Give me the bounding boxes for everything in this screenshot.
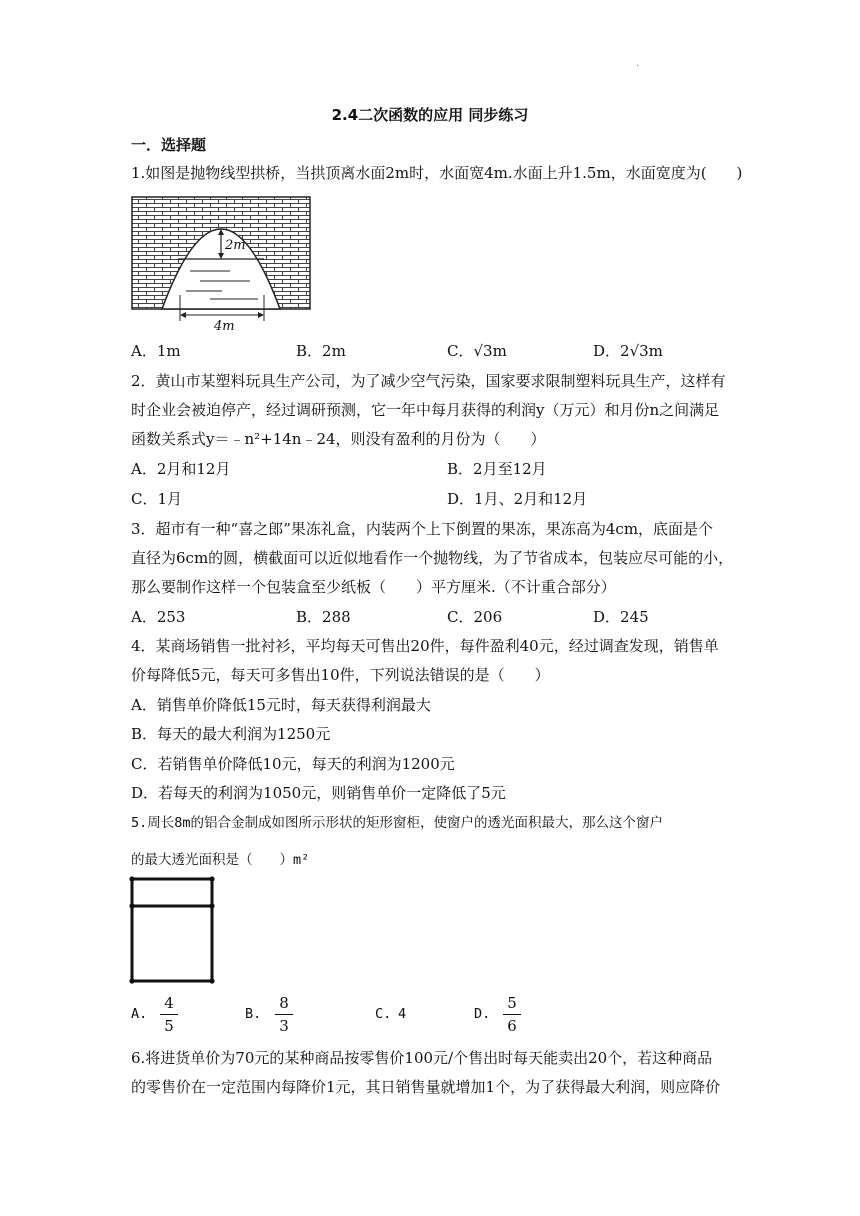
q2-stem-line-2: 时企业会被迫停产，经过调研预测，它一年中每月获得的利润y（万元）和月份n之间满足: [131, 401, 720, 419]
q3-stem-line-1: 3．超市有一种“喜之郎”果冻礼盒，内装两个上下倒置的果冻，果冻高为4cm，底面是个: [131, 520, 714, 538]
q2-option-c[interactable]: C．1月: [131, 490, 183, 508]
q4-option-b[interactable]: B．每天的最大利润为1250元: [131, 725, 331, 743]
q5-option-b-label[interactable]: B.: [245, 1006, 262, 1022]
q5-stem-line-1: 5.周长8m的铝合金制成如图所示形状的矩形窗柜，使窗户的透光面积最大，那么这个窗户: [131, 815, 664, 831]
q2-option-a[interactable]: A．2月和12月: [131, 460, 231, 478]
window-frame-figure: [128, 874, 218, 986]
page-title: 2.4二次函数的应用 同步练习: [331, 106, 529, 124]
q5-option-a-fraction[interactable]: [160, 993, 178, 1036]
q4-stem-line-1: 4．某商场销售一批衬衫，平均每天可售出20件，每件盈利40元，经过调查发现，销售单: [131, 637, 719, 655]
q4-option-c[interactable]: C．若销售单价降低10元，每天的利润为1200元: [131, 755, 455, 773]
q5-option-d-fraction[interactable]: [503, 993, 521, 1036]
q5-option-b-fraction[interactable]: [275, 993, 293, 1036]
q3-stem-line-2: 直径为6cm的圆，横截面可以近似地看作一个抛物线，为了节省成本，包装应尽可能的小，: [131, 549, 734, 567]
q6-stem-line-2: 的零售价在一定范围内每降价1元，其日销售量就增加1个，为了获得最大利润，则应降价: [131, 1078, 721, 1096]
q5-option-c-label[interactable]: C.: [375, 1006, 392, 1022]
q1-stem: 1.如图是抛物线型拱桥，当拱顶离水面2m时，水面宽4m.水面上升1.5m，水面宽度为( ): [131, 164, 743, 182]
fraction-bar: [275, 1014, 293, 1015]
q4-option-a[interactable]: A．销售单价降低15元时，每天获得利润最大: [131, 696, 431, 714]
q2-stem-line-3: 函数关系式y＝﹣n²+14n﹣24，则没有盈利的月份为（ ）: [131, 430, 546, 448]
q6-stem-line-1: 6.将进货单价为70元的某种商品按零售价100元/个售出时每天能卖出20个，若这种商品: [131, 1049, 713, 1067]
section-heading: 一．选择题: [131, 136, 207, 154]
fraction-bar: [503, 1014, 521, 1015]
q3-stem-line-3: 那么要制作这样一个包装盒至少纸板（ ）平方厘米.（不计重合部分）: [131, 578, 616, 596]
q5-option-a-numerator: 4: [164, 994, 174, 1012]
fig-height-label: 2m: [225, 238, 246, 253]
page-dot: .: [636, 58, 640, 69]
q4-option-d[interactable]: D．若每天的利润为1050元，则销售单价一定降低了5元: [131, 784, 506, 802]
q1-option-a[interactable]: A．1m: [131, 342, 181, 360]
q4-stem-line-2: 价每降低5元，每天可多售出10件，下列说法错误的是（ ）: [131, 666, 550, 684]
fig-width-label: 4m: [212, 317, 237, 337]
q2-option-d[interactable]: D．1月、2月和12月: [447, 490, 588, 508]
q5-option-b-denominator: 3: [279, 1017, 289, 1035]
q3-option-d[interactable]: D．245: [593, 608, 649, 626]
q3-option-b[interactable]: B．288: [296, 608, 351, 626]
q5-option-d-numerator: 5: [507, 994, 517, 1012]
q5-stem-line-2: 的最大透光面积是（ ）m²: [131, 852, 310, 868]
arch-bridge-figure: [130, 195, 312, 325]
fraction-bar: [160, 1014, 178, 1015]
q5-option-c-value[interactable]: 4: [398, 1006, 407, 1022]
q5-option-b-numerator: 8: [279, 994, 289, 1012]
q5-option-d-denominator: 6: [507, 1017, 517, 1035]
q1-option-d[interactable]: D．2√3m: [593, 342, 663, 360]
q3-option-a[interactable]: A．253: [131, 608, 186, 626]
q5-option-a-label[interactable]: A.: [131, 1006, 148, 1022]
q3-option-c[interactable]: C．206: [447, 608, 503, 626]
q5-option-a-denominator: 5: [164, 1017, 174, 1035]
q1-option-b[interactable]: B．2m: [296, 342, 346, 360]
q2-option-b[interactable]: B．2月至12月: [447, 460, 547, 478]
q1-option-c[interactable]: C．√3m: [447, 342, 507, 360]
q5-option-d-label[interactable]: D.: [474, 1006, 491, 1022]
q2-stem-line-1: 2．黄山市某塑料玩具生产公司，为了减少空气污染，国家要求限制塑料玩具生产，这样有: [131, 372, 726, 390]
